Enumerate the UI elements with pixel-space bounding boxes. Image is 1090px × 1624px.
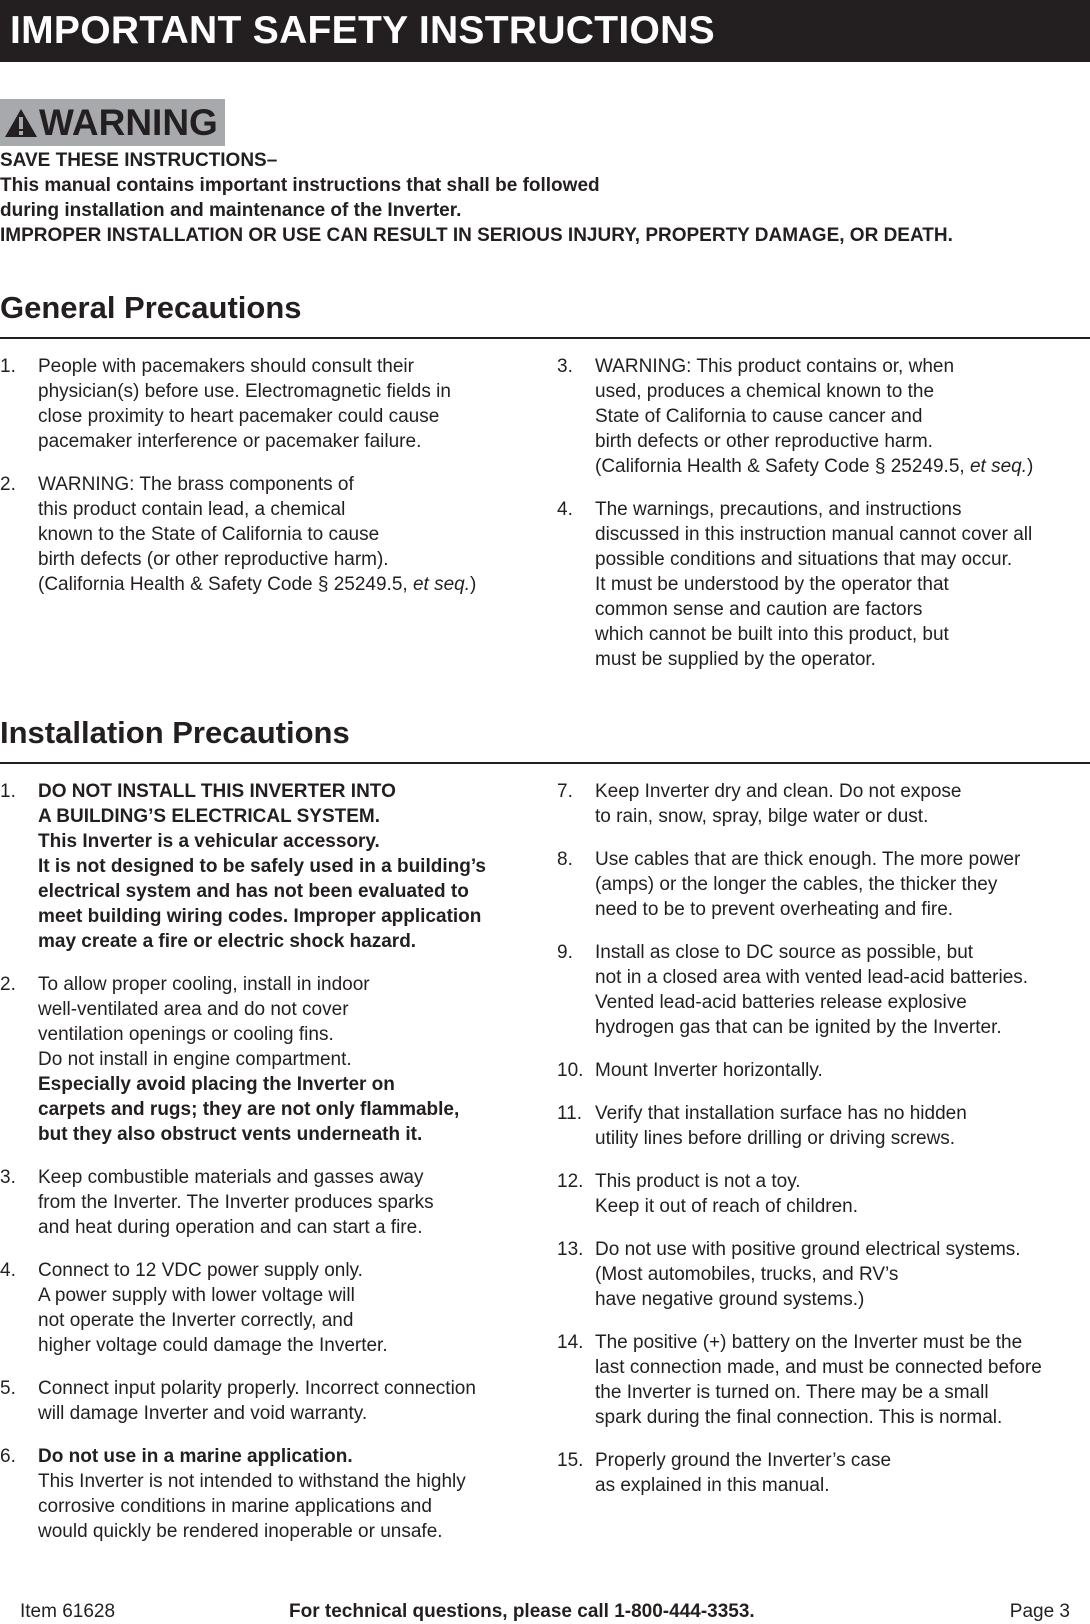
item-text-line: this product contain lead, a chemical xyxy=(38,499,346,520)
item-text-line: possible conditions and situations that may occur. xyxy=(595,549,1013,570)
item-text-line: pacemaker interference or pacemaker failure. xyxy=(38,431,422,452)
warning-line: SAVE THESE INSTRUCTIONS– xyxy=(0,150,278,171)
item-text-line: Do not use with positive ground electrical systems. xyxy=(595,1239,1021,1260)
list-item xyxy=(557,354,1090,479)
item-text-line: common sense and caution are factors xyxy=(595,599,923,620)
item-text-line: known to the State of California to cause xyxy=(38,524,380,545)
general-precautions-title: General Precautions xyxy=(0,290,302,325)
item-text-line: not in a closed area with vented lead-acid batteries. xyxy=(595,967,1029,988)
item-text-line: Verify that installation surface has no hidden xyxy=(595,1103,967,1124)
list-item xyxy=(557,779,1090,829)
page-number: Page 3 xyxy=(1009,1601,1070,1622)
item-number: 12. xyxy=(557,1171,584,1192)
section-divider xyxy=(0,337,1090,339)
item-text-line: well-ventilated area and do not cover xyxy=(38,999,349,1020)
item-text-line: used, produces a chemical known to the xyxy=(595,381,935,402)
item-text-line: last connection made, and must be connected before xyxy=(595,1357,1042,1378)
item-text-line: WARNING: The brass components of xyxy=(38,474,354,495)
item-text xyxy=(595,1169,1090,1219)
item-text-line: A power supply with lower voltage will xyxy=(38,1285,355,1306)
item-text-line: Keep Inverter dry and clean. Do not expose xyxy=(595,781,962,802)
item-text-line: Vented lead-acid batteries release explosive xyxy=(595,992,967,1013)
general-right-column xyxy=(557,354,1090,690)
item-number: 8. xyxy=(557,849,573,870)
item-number: 13. xyxy=(557,1239,584,1260)
warning-line: IMPROPER INSTALLATION OR USE CAN RESULT IN SERIOUS INJURY, PROPERTY DAMAGE, OR DEATH. xyxy=(0,225,953,246)
item-number: 14. xyxy=(557,1332,584,1353)
warning-badge xyxy=(0,99,225,146)
item-text-line: have negative ground systems.) xyxy=(595,1289,865,1310)
item-text xyxy=(38,1444,535,1544)
item-text-line: and heat during operation and can start a fire. xyxy=(38,1217,423,1238)
tech-support-line: For technical questions, please call 1-800-444-3353. xyxy=(289,1601,755,1622)
list-item xyxy=(557,1101,1090,1151)
item-number: 7. xyxy=(557,781,573,802)
list-item xyxy=(0,1258,535,1358)
item-text xyxy=(595,1058,1090,1083)
list-item xyxy=(557,1169,1090,1219)
item-text-line: close proximity to heart pacemaker could cause xyxy=(38,406,440,427)
item-text-line: would quickly be rendered inoperable or unsafe. xyxy=(38,1521,443,1542)
citation-close: ) xyxy=(1027,456,1034,477)
item-text-line: but they also obstruct vents underneath it. xyxy=(38,1124,423,1145)
item-text-line: Install as close to DC source as possible, but xyxy=(595,942,974,963)
item-text xyxy=(595,779,1090,829)
item-text-line: which cannot be built into this product, but xyxy=(595,624,949,645)
item-number: 3. xyxy=(0,1167,16,1188)
general-left-column xyxy=(0,354,535,615)
list-item xyxy=(557,940,1090,1040)
item-text xyxy=(38,354,535,454)
citation-text: (California Health & Safety Code § 25249.5, xyxy=(38,574,413,595)
installation-left-column xyxy=(0,779,535,1562)
item-text-line: It is not designed to be safely used in a building’s xyxy=(38,856,486,877)
list-item xyxy=(557,1058,1090,1083)
item-number: 11. xyxy=(557,1103,583,1124)
item-text xyxy=(38,972,535,1147)
warning-line: during installation and maintenance of the Inverter. xyxy=(0,200,462,221)
item-text xyxy=(595,497,1090,672)
item-text xyxy=(595,1448,1090,1498)
item-number: 9. xyxy=(557,942,573,963)
item-number: 3. xyxy=(557,356,573,377)
item-text-line: Do not install in engine compartment. xyxy=(38,1049,352,1070)
item-text-line: not operate the Inverter correctly, and xyxy=(38,1310,354,1331)
item-text-line: electrical system and has not been evaluated to xyxy=(38,881,469,902)
item-text-line: as explained in this manual. xyxy=(595,1475,830,1496)
installation-precautions-title: Installation Precautions xyxy=(0,715,350,750)
item-text-line: Use cables that are thick enough. The more power xyxy=(595,849,1021,870)
item-text-line: Especially avoid placing the Inverter on xyxy=(38,1074,395,1095)
item-text-line: discussed in this instruction manual cannot cover all xyxy=(595,524,1033,545)
item-text-line: It must be understood by the operator that xyxy=(595,574,949,595)
item-text-line: to rain, snow, spray, bilge water or dust. xyxy=(595,806,929,827)
item-number: 4. xyxy=(557,499,573,520)
warning-intro xyxy=(0,148,1090,248)
item-text xyxy=(595,1101,1090,1151)
item-text-line: This Inverter is a vehicular accessory. xyxy=(38,831,380,852)
list-item xyxy=(557,847,1090,922)
item-text xyxy=(595,847,1090,922)
item-text-line: will damage Inverter and void warranty. xyxy=(38,1403,368,1424)
item-text-line: Keep combustible materials and gasses away xyxy=(38,1167,424,1188)
item-text-line: corrosive conditions in marine applications and xyxy=(38,1496,432,1517)
item-text xyxy=(595,1330,1090,1430)
item-text-line: need to be to prevent overheating and fire. xyxy=(595,899,954,920)
item-text-line: must be supplied by the operator. xyxy=(595,649,876,670)
item-text-line: The warnings, precautions, and instructions xyxy=(595,499,962,520)
item-text-line: Connect input polarity properly. Incorrect connection xyxy=(38,1378,476,1399)
item-text-line: spark during the final connection. This is normal. xyxy=(595,1407,1003,1428)
item-text-line: (Most automobiles, trucks, and RV’s xyxy=(595,1264,899,1285)
item-text-line: carpets and rugs; they are not only flammable, xyxy=(38,1099,460,1120)
list-item xyxy=(0,779,535,954)
citation-et-seq: et seq. xyxy=(412,574,470,595)
list-item xyxy=(0,1376,535,1426)
item-text xyxy=(595,1237,1090,1312)
item-text-line: Mount Inverter horizontally. xyxy=(595,1060,823,1081)
item-text-line: A BUILDING’S ELECTRICAL SYSTEM. xyxy=(38,806,381,827)
item-number: 5. xyxy=(0,1378,16,1399)
list-item xyxy=(0,1444,535,1544)
item-text-line: WARNING: This product contains or, when xyxy=(595,356,955,377)
list-item xyxy=(0,972,535,1147)
item-text-line: Keep it out of reach of children. xyxy=(595,1196,858,1217)
item-text-line: birth defects or other reproductive harm. xyxy=(595,431,933,452)
item-number: 6. xyxy=(0,1446,16,1467)
section-divider xyxy=(0,762,1090,764)
citation-et-seq: et seq. xyxy=(969,456,1027,477)
item-text xyxy=(38,1376,535,1426)
list-item xyxy=(557,1237,1090,1312)
item-text-line: To allow proper cooling, install in indoor xyxy=(38,974,370,995)
list-item xyxy=(557,497,1090,672)
item-number: 1. xyxy=(0,781,16,802)
warning-triangle-icon xyxy=(4,107,38,139)
item-number: 2. xyxy=(0,474,16,495)
item-text-line: This product is not a toy. xyxy=(595,1171,801,1192)
item-text-line: meet building wiring codes. Improper application xyxy=(38,906,482,927)
item-text-line: The positive (+) battery on the Inverter must be the xyxy=(595,1332,1023,1353)
item-text-line: This Inverter is not intended to withstand the highly xyxy=(38,1471,466,1492)
item-text-line: hydrogen gas that can be ignited by the Inverter. xyxy=(595,1017,1002,1038)
item-text-line: higher voltage could damage the Inverter. xyxy=(38,1335,388,1356)
item-text-line: may create a fire or electric shock hazard. xyxy=(38,931,417,952)
item-text-line: utility lines before drilling or driving screws. xyxy=(595,1128,956,1149)
item-text-line: People with pacemakers should consult their xyxy=(38,356,414,377)
item-text xyxy=(595,354,1090,479)
citation-line xyxy=(38,572,535,597)
citation-text: (California Health & Safety Code § 25249.5, xyxy=(595,456,970,477)
installation-right-column xyxy=(557,779,1090,1516)
citation-close: ) xyxy=(470,574,477,595)
page-banner xyxy=(0,0,1090,62)
item-number: 4. xyxy=(0,1260,16,1281)
item-number: Item 61628 xyxy=(20,1601,116,1622)
banner-title: IMPORTANT SAFETY INSTRUCTIONS xyxy=(10,9,715,52)
item-text xyxy=(38,779,535,954)
item-text-line: (amps) or the longer the cables, the thicker they xyxy=(595,874,998,895)
item-number: 15. xyxy=(557,1450,584,1471)
warning-line: This manual contains important instructions that shall be followed xyxy=(0,175,600,196)
item-text-line: birth defects (or other reproductive harm). xyxy=(38,549,389,570)
item-text-line: State of California to cause cancer and xyxy=(595,406,923,427)
list-item xyxy=(557,1330,1090,1430)
item-text xyxy=(595,940,1090,1040)
item-text-line: the Inverter is turned on. There may be a small xyxy=(595,1382,989,1403)
item-text xyxy=(38,1258,535,1358)
item-number: 2. xyxy=(0,974,16,995)
list-item xyxy=(0,472,535,597)
item-text-line: DO NOT INSTALL THIS INVERTER INTO xyxy=(38,781,396,802)
item-text-line: Properly ground the Inverter’s case xyxy=(595,1450,892,1471)
item-text-line: ventilation openings or cooling fins. xyxy=(38,1024,334,1045)
list-item xyxy=(557,1448,1090,1498)
item-number: 10. xyxy=(557,1060,584,1081)
item-text xyxy=(38,1165,535,1240)
item-text-line: Do not use in a marine application. xyxy=(38,1446,353,1467)
item-number: 1. xyxy=(0,356,16,377)
item-text-line: physician(s) before use. Electromagnetic fields in xyxy=(38,381,451,402)
list-item xyxy=(0,354,535,454)
item-text-line: from the Inverter. The Inverter produces sparks xyxy=(38,1192,434,1213)
warning-label: WARNING xyxy=(39,102,218,143)
list-item xyxy=(0,1165,535,1240)
item-text-line: Connect to 12 VDC power supply only. xyxy=(38,1260,363,1281)
citation-line xyxy=(595,454,1090,479)
item-text xyxy=(38,472,535,597)
